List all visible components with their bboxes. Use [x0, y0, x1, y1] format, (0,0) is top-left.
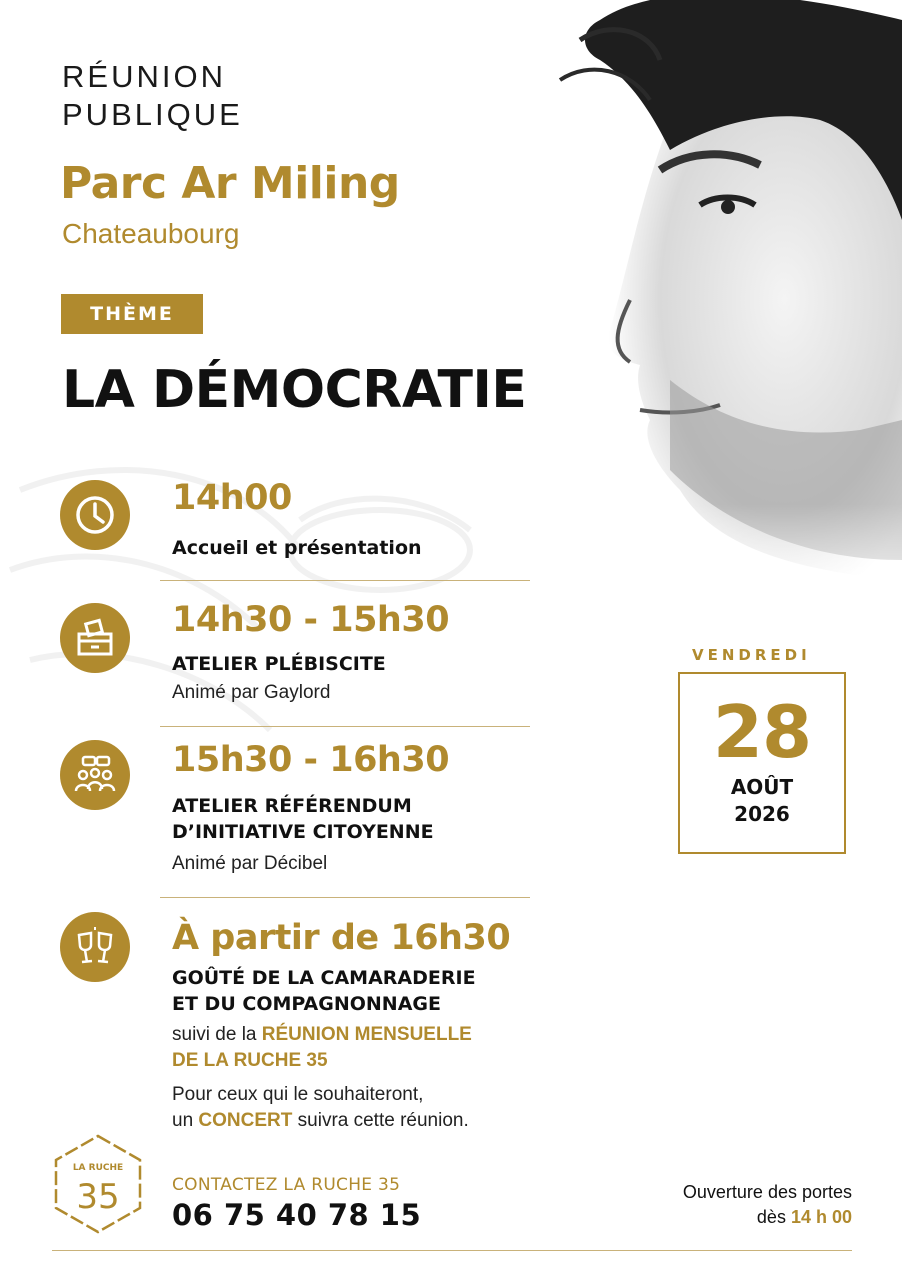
- monthly-meeting-highlight-1: RÉUNION MENSUELLE: [261, 1024, 472, 1045]
- concert-suffix: suivra cette réunion.: [292, 1110, 469, 1131]
- concert-note: [172, 1082, 469, 1134]
- logo-top-text: LA RUCHE: [72, 1163, 124, 1173]
- schedule-sub-3: Animé par Décibel: [172, 853, 328, 874]
- schedule-title-4-line1: GOÛTÉ DE LA CAMARADERIE: [172, 967, 476, 989]
- divider-2: [160, 726, 530, 727]
- schedule-title-3: [172, 793, 434, 845]
- event-year: 2026: [734, 802, 790, 826]
- schedule-title-4-line2: ET DU COMPAGNONNAGE: [172, 993, 441, 1015]
- doors-line1: Ouverture des portes: [682, 1182, 852, 1202]
- theme-badge: THÈME: [61, 294, 203, 334]
- venue-name: Parc Ar Miling: [60, 158, 400, 209]
- discussion-group-icon: [73, 753, 117, 797]
- la-ruche-logo: [50, 1132, 146, 1236]
- schedule-title-3-line2: D’INITIATIVE CITOYENNE: [172, 821, 434, 843]
- schedule-title-4: [172, 965, 476, 1017]
- logo-number: 35: [76, 1177, 120, 1217]
- doors-opening: [683, 1180, 852, 1230]
- event-type-line1: RÉUNION: [62, 59, 226, 94]
- concert-highlight: CONCERT: [198, 1110, 293, 1131]
- event-type-heading: [62, 58, 243, 134]
- theme-title: LA DÉMOCRATIE: [62, 360, 527, 420]
- schedule-title-1: Accueil et présentation: [172, 537, 422, 559]
- schedule-title-3-line1: ATELIER RÉFÉRENDUM: [172, 795, 412, 817]
- contact-phone[interactable]: 06 75 40 78 15: [172, 1198, 422, 1232]
- event-day: 28: [712, 690, 812, 774]
- event-type-line2: PUBLIQUE: [62, 97, 243, 132]
- toast-glasses-icon: [73, 925, 117, 969]
- schedule-time-4: À partir de 16h30: [172, 918, 511, 958]
- schedule-time-3: 15h30 - 16h30: [172, 740, 450, 780]
- followed-prefix: suivi de la: [172, 1024, 262, 1045]
- schedule-icon-1: [60, 480, 130, 550]
- concert-prefix: un: [172, 1110, 199, 1131]
- schedule-sub-2: Animé par Gaylord: [172, 682, 331, 703]
- date-box: [678, 672, 846, 854]
- ballot-box-icon: [73, 616, 117, 660]
- schedule-icon-3: [60, 740, 130, 810]
- monthly-meeting-highlight-2: DE LA RUCHE 35: [172, 1050, 328, 1071]
- schedule-title-2: ATELIER PLÉBISCITE: [172, 653, 386, 675]
- doors-time: 14 h 00: [790, 1207, 852, 1227]
- schedule-icon-2: [60, 603, 130, 673]
- concert-line1: Pour ceux qui le souhaiteront,: [172, 1084, 424, 1105]
- event-month: AOÛT: [730, 775, 794, 799]
- clock-icon: [73, 493, 117, 537]
- footer-divider: [52, 1250, 852, 1251]
- contact-label: CONTACTEZ LA RUCHE 35: [172, 1175, 401, 1195]
- divider-1: [160, 580, 530, 581]
- monthly-meeting-note: [172, 1022, 472, 1074]
- schedule-icon-4: [60, 912, 130, 982]
- divider-3: [160, 897, 530, 898]
- event-weekday: VENDREDI: [692, 646, 811, 664]
- schedule-time-1: 14h00: [172, 478, 292, 518]
- schedule-time-2: 14h30 - 15h30: [172, 600, 450, 640]
- doors-prefix: dès: [756, 1207, 791, 1227]
- city-name: Chateaubourg: [62, 218, 240, 249]
- portrait-photo: [520, 0, 902, 630]
